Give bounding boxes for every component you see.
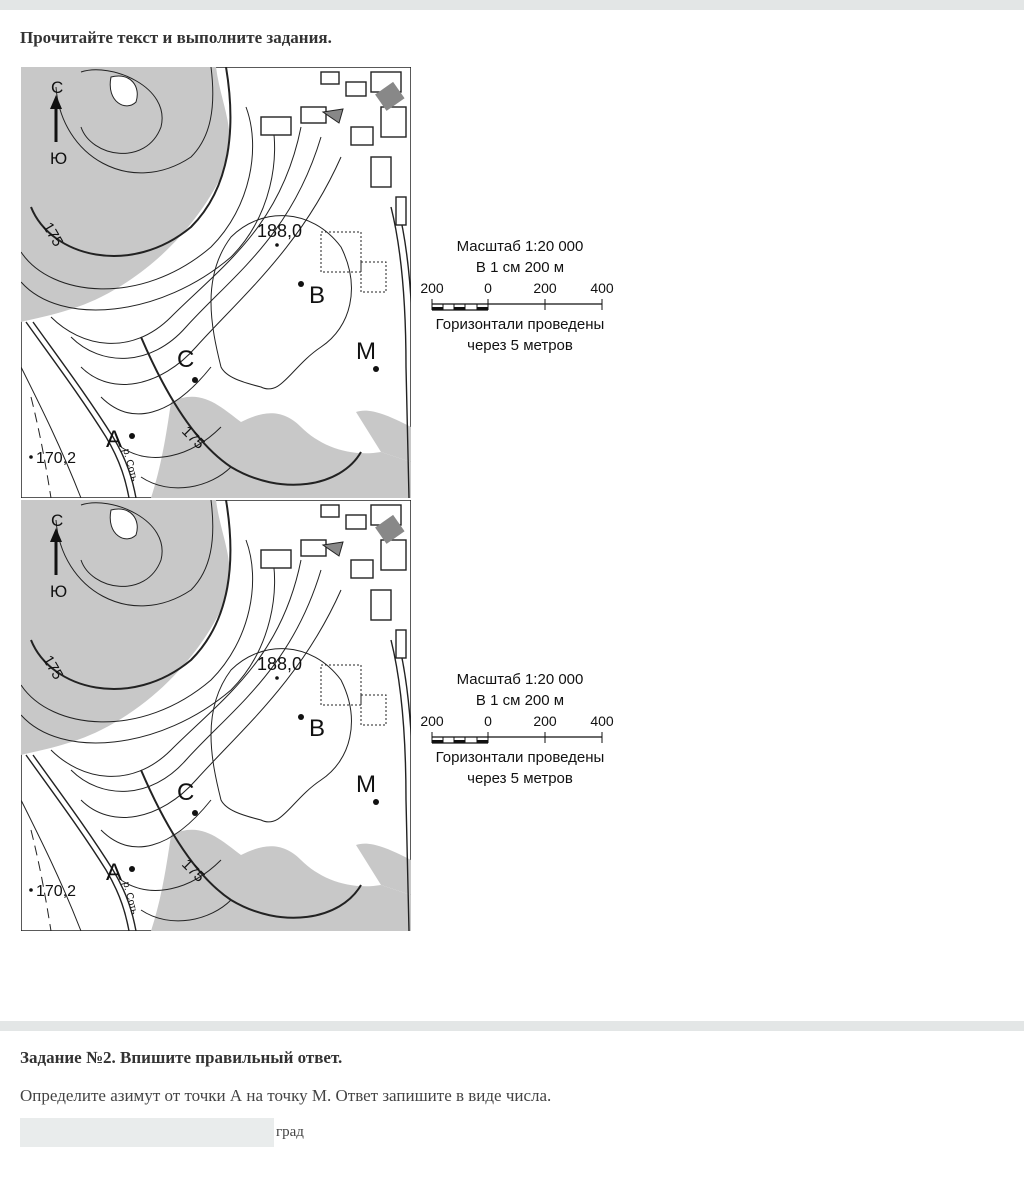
contour-note-2: через 5 метров — [467, 337, 573, 354]
south-label: Ю — [50, 149, 68, 168]
scale-bar — [420, 713, 620, 753]
north-label: С — [51, 78, 64, 97]
scale-tick-label: 0 — [484, 280, 492, 296]
contour-label: 175 — [39, 652, 67, 683]
contour-note-2: через 5 метров — [467, 770, 573, 787]
low-height: 170,2 — [36, 883, 77, 900]
point-a-label: А — [106, 859, 123, 886]
river-label: р. Соть — [120, 880, 140, 916]
summit-height: 188,0 — [257, 654, 303, 674]
point-c-label: С — [177, 346, 195, 373]
low-height: 170,2 — [36, 450, 77, 467]
contour-label: 175 — [178, 422, 208, 453]
contour-label: 175 — [178, 855, 208, 886]
intro-heading: Прочитайте текст и выполните задания. — [20, 28, 332, 47]
task-heading: Задание №2. Впишите правильный ответ. — [20, 1048, 343, 1067]
south-label: Ю — [50, 582, 68, 601]
scale-tick-label: 200 — [420, 280, 444, 296]
point-m-label: М — [356, 338, 376, 365]
scale-ratio: В 1 см 200 м — [475, 259, 565, 276]
scale-tick-label: 400 — [590, 713, 614, 729]
topographic-map-2 — [21, 500, 411, 931]
scale-title: Масштаб 1:20 000 — [456, 671, 584, 688]
contour-note-1: Горизонтали проведены — [435, 749, 605, 766]
topographic-map-1 — [21, 67, 411, 498]
answer-input[interactable] — [20, 1118, 274, 1147]
point-c-label: С — [177, 779, 195, 806]
scale-tick-label: 200 — [533, 713, 557, 729]
section-separator — [0, 1021, 1024, 1031]
point-m-label: М — [356, 771, 376, 798]
map-legend-2 — [420, 669, 620, 789]
top-separator — [0, 0, 1024, 10]
contour-note-1: Горизонтали проведены — [435, 316, 605, 333]
point-a-label: А — [106, 426, 123, 453]
scale-tick-label: 0 — [484, 713, 492, 729]
scale-bar — [420, 280, 620, 320]
summit-height: 188,0 — [257, 221, 303, 241]
scale-ruler — [420, 298, 610, 312]
north-label: С — [51, 511, 64, 530]
scale-ratio: В 1 см 200 м — [475, 692, 565, 709]
answer-unit: град — [276, 1124, 304, 1140]
contour-label: 175 — [39, 219, 67, 250]
scale-title: Масштаб 1:20 000 — [456, 238, 584, 255]
point-b-label: В — [309, 282, 326, 309]
scale-tick-label: 400 — [590, 280, 614, 296]
scale-ruler — [420, 731, 610, 745]
point-b-label: В — [309, 715, 326, 742]
task-question: Определите азимут от точки А на точку М. Ответ запишите в виде числа. — [20, 1086, 552, 1105]
river-label: р. Соть — [120, 447, 140, 483]
map-legend-1 — [420, 236, 620, 356]
scale-tick-label: 200 — [420, 713, 444, 729]
scale-tick-label: 200 — [533, 280, 557, 296]
